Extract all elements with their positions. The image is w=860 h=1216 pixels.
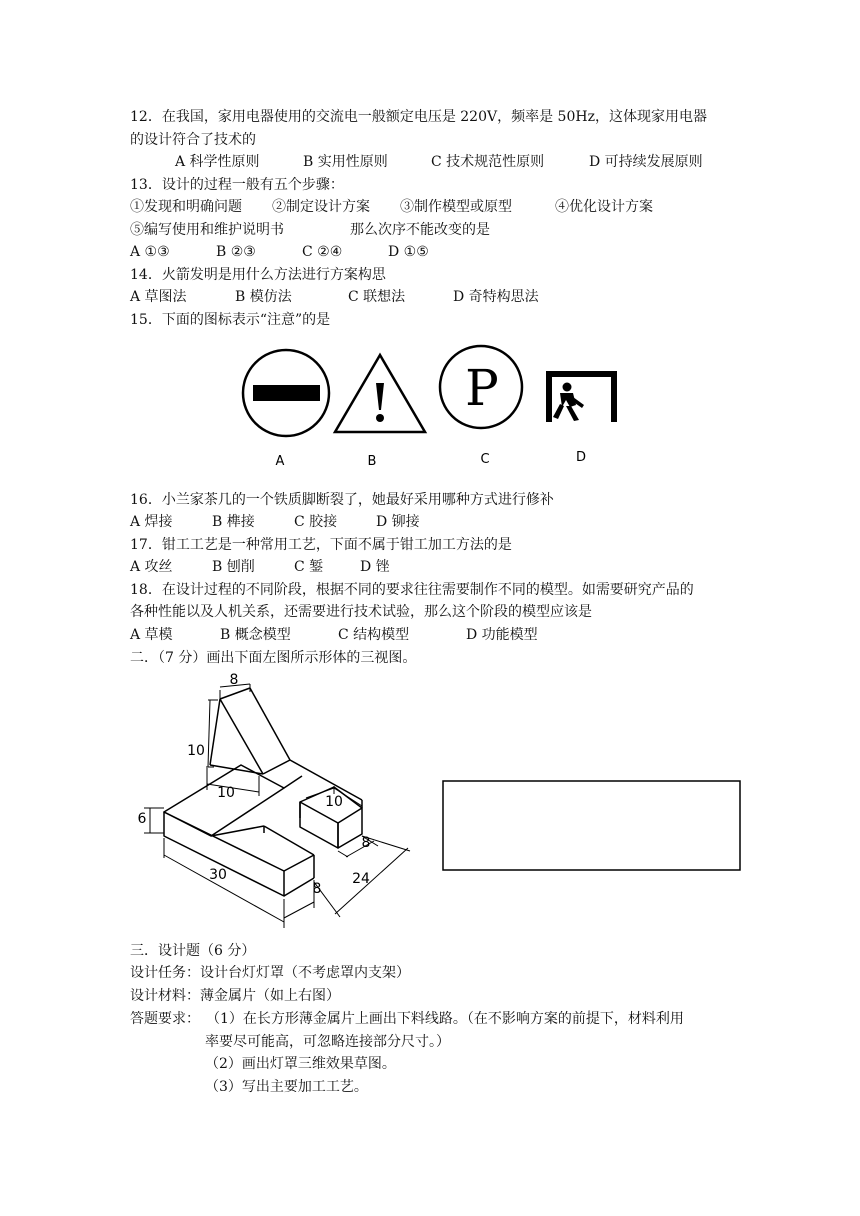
q18-stem-line2: 各种性能以及人机关系，还需要进行技术试验，那么这个阶段的模型应该是 bbox=[130, 604, 592, 620]
q14-option-a[interactable]: A 草图法 bbox=[130, 289, 187, 305]
q14-stem: 14．火箭发明是用什么方法进行方案构思 bbox=[130, 267, 386, 283]
section3-req1-cont: 率要尽可能高，可忽略连接部分尺寸。） bbox=[205, 1034, 450, 1050]
q13-stem: 13．设计的过程一般有五个步骤： bbox=[130, 177, 344, 193]
dim-label-length-30: 30 bbox=[209, 867, 227, 883]
q17-option-c[interactable]: C 錾 bbox=[294, 559, 324, 575]
q18-option-b[interactable]: B 概念模型 bbox=[220, 627, 291, 643]
q18-stem-line1: 18．在设计过程的不同阶段，根据不同的要求往往需要制作不同的模型。如需要研究产品的 bbox=[130, 582, 694, 598]
q12-stem-line1: 12．在我国，家用电器使用的交流电一般额定电压是 220V，频率是 50Hz，这体现家用电器 bbox=[130, 109, 707, 125]
dim-label-height-10: 10 bbox=[187, 743, 205, 759]
q14-option-c[interactable]: C 联想法 bbox=[348, 289, 406, 305]
q13-option-c[interactable]: C ②④ bbox=[302, 244, 343, 260]
q16-option-c[interactable]: C 胶接 bbox=[294, 514, 338, 530]
q13-option-b[interactable]: B ②③ bbox=[216, 244, 256, 260]
parking-letter: P bbox=[465, 359, 499, 417]
q14-option-b[interactable]: B 模仿法 bbox=[235, 289, 292, 305]
q16-stem: 16．小兰家茶几的一个铁质脚断裂了，她最好采用哪种方式进行修补 bbox=[130, 492, 554, 508]
section3-req2: （2）画出灯罩三维效果草图。 bbox=[205, 1056, 396, 1072]
q12-option-d[interactable]: D 可持续发展原则 bbox=[589, 154, 703, 170]
q15-label-b: B bbox=[367, 454, 377, 469]
q18-option-a[interactable]: A 草模 bbox=[130, 627, 173, 643]
q16-option-a[interactable]: A 焊接 bbox=[130, 514, 173, 530]
q15-label-a: A bbox=[275, 454, 285, 469]
dim-label-block-10: 10 bbox=[325, 794, 343, 810]
q12-option-a[interactable]: A 科学性原则 bbox=[175, 154, 260, 170]
q12-option-c[interactable]: C 技术规范性原则 bbox=[431, 154, 545, 170]
q13-step-3: ③制作模型或原型 bbox=[400, 199, 512, 215]
dim-label-height-6: 6 bbox=[137, 811, 147, 827]
q12-stem-line2: 的设计符合了技术的 bbox=[130, 132, 256, 148]
section2-title: 二．（7 分）画出下面左图所示形体的三视图。 bbox=[130, 650, 417, 666]
dim-label-top-8: 8 bbox=[229, 672, 239, 688]
q14-option-d[interactable]: D 奇特构思法 bbox=[453, 289, 539, 305]
dim-label-depth-24: 24 bbox=[352, 871, 370, 887]
dim-label-width-10: 10 bbox=[217, 785, 235, 801]
q17-stem: 17．钳工工艺是一种常用工艺，下面不属于钳工加工方法的是 bbox=[130, 537, 512, 553]
q13-step-5: ⑤编写使用和维护说明书 bbox=[130, 222, 284, 238]
section3-req1-line bbox=[130, 1008, 684, 1030]
dim-label-bottom-8: 8 bbox=[312, 881, 322, 897]
q12-option-b[interactable]: B 实用性原则 bbox=[303, 154, 388, 170]
sheet-metal-rectangle[interactable] bbox=[443, 781, 740, 870]
q13-step-4: ④优化设计方案 bbox=[555, 199, 653, 215]
q15-stem: 15．下面的图标表示“注意”的是 bbox=[130, 312, 331, 328]
section3-material: 设计材料：薄金属片（如上右图） bbox=[130, 988, 340, 1004]
section3-task: 设计任务：设计台灯灯罩（不考虑罩内支架） bbox=[130, 965, 410, 981]
dim-label-side-8: 8 bbox=[361, 835, 371, 851]
q16-option-d[interactable]: D 铆接 bbox=[376, 514, 420, 530]
q17-option-b[interactable]: B 刨削 bbox=[212, 559, 255, 575]
base-front-face bbox=[164, 812, 284, 896]
section3-req1: （1）在长方形薄金属片上画出下料线路。（在不影响方案的前提下，材料利用 bbox=[206, 1011, 684, 1027]
q16-option-b[interactable]: B 榫接 bbox=[212, 514, 255, 530]
q15-label-d: D bbox=[575, 450, 587, 465]
q13-option-d[interactable]: D ①⑤ bbox=[388, 244, 429, 260]
q18-option-c[interactable]: C 结构模型 bbox=[338, 627, 410, 643]
q13-step-2: ②制定设计方案 bbox=[272, 199, 370, 215]
section3-req-label: 答题要求： bbox=[130, 1011, 200, 1027]
q13-question: 那么次序不能改变的是 bbox=[350, 222, 490, 238]
q17-option-a[interactable]: A 攻丝 bbox=[130, 559, 173, 575]
q15-label-c: C bbox=[480, 452, 490, 467]
section3-req3: （3）写出主要加工工艺。 bbox=[205, 1079, 368, 1095]
q13-step-1: ①发现和明确问题 bbox=[130, 199, 242, 215]
q17-option-d[interactable]: D 锉 bbox=[360, 559, 390, 575]
q18-option-d[interactable]: D 功能模型 bbox=[466, 627, 538, 643]
section3-title: 三．设计题（6 分） bbox=[130, 943, 256, 959]
q13-option-a[interactable]: A ①③ bbox=[130, 244, 170, 260]
